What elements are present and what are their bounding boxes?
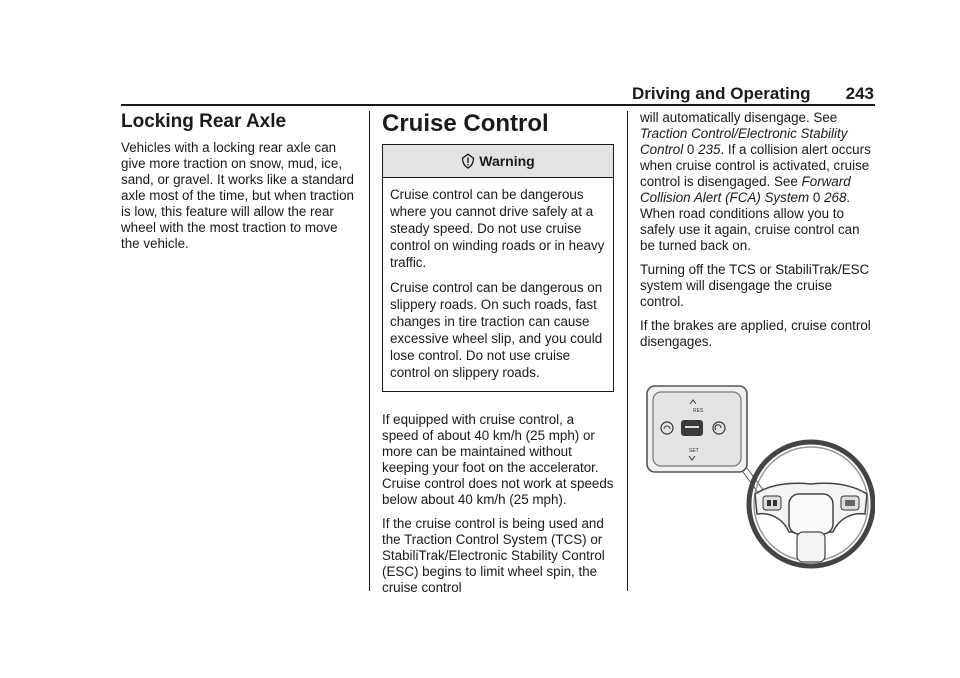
column-divider-2 — [627, 111, 628, 591]
warning-icon — [461, 153, 475, 169]
page-ref-268[interactable]: 268 — [824, 190, 847, 205]
page-ref-symbol-icon: 0 — [686, 142, 695, 157]
warning-label: Warning — [479, 153, 535, 169]
cruise-paragraph-2: If the cruise control is being used and the Traction Control System (TCS) or StabiliTrak/Electronic Stability Control (ESC) begins to limit wheel spin, the cruise control — [382, 516, 605, 595]
warning-paragraph-1: Cruise control can be dangerous where you cannot drive safely at a steady speed. Do not use cruise control on winding roads or in heavy traffic. — [390, 187, 605, 270]
locking-rear-axle-text: Vehicles with a locking rear axle can give more traction on snow, mud, ice, sand, or gravel. It works like a standard axle most of the time, but when traction is low, this feature will allow the rear wheel with the most traction to move the vehicle. — [121, 140, 354, 251]
page-header — [632, 84, 874, 104]
page-ref-235[interactable]: 235 — [698, 142, 721, 157]
page-ref-symbol-icon: 0 — [812, 190, 821, 205]
cruise-paragraph-3: will automatically disengage. See Traction Control/Electronic Stability Control 0 235. If a collision alert occurs when cruise control is activated, cruise control is disengaged. See Forward Collision Alert (FCA) System 0 268. When road conditions allow you to safely use it again, cruise control can be turned back on. — [640, 110, 871, 253]
section-title: Driving and Operating — [632, 84, 811, 103]
page-number: 243 — [845, 84, 874, 103]
warning-header — [383, 145, 613, 178]
column-2 — [382, 110, 614, 604]
warning-body — [383, 178, 613, 391]
link-traction-control[interactable]: Traction Control/Electronic Stability Control — [640, 126, 848, 157]
column-divider-1 — [369, 111, 370, 591]
cruise-paragraph-4: Turning off the TCS or StabiliTrak/ESC system will disengage the cruise control. — [640, 262, 870, 309]
warning-box — [382, 144, 614, 392]
locking-rear-axle-heading: Locking Rear Axle — [121, 111, 287, 132]
set-label: SET — [689, 448, 699, 454]
steering-wheel-cruise-controls-illustration — [643, 382, 875, 582]
cruise-control-heading: Cruise Control — [382, 110, 549, 137]
warning-paragraph-2: Cruise control can be dangerous on slippery roads. On such roads, fast changes in tire traction can cause excessive wheel slip, and you could lose control. Do not use cruise control on slippery roads. — [390, 280, 603, 380]
link-forward-collision-alert[interactable]: Forward Collision Alert (FCA) System — [640, 174, 851, 205]
header-rule — [121, 104, 875, 106]
column-3 — [640, 110, 876, 358]
cruise-paragraph-5: If the brakes are applied, cruise control disengages. — [640, 318, 871, 349]
column-1 — [121, 110, 359, 260]
cruise-paragraph-1: If equipped with cruise control, a speed of about 40 km/h (25 mph) or more can be maintained without keeping your foot on the accelerator. Cruise control does not work at speeds below about 40 km/h (25 mph). — [382, 412, 614, 507]
res-label: RES — [693, 408, 704, 414]
